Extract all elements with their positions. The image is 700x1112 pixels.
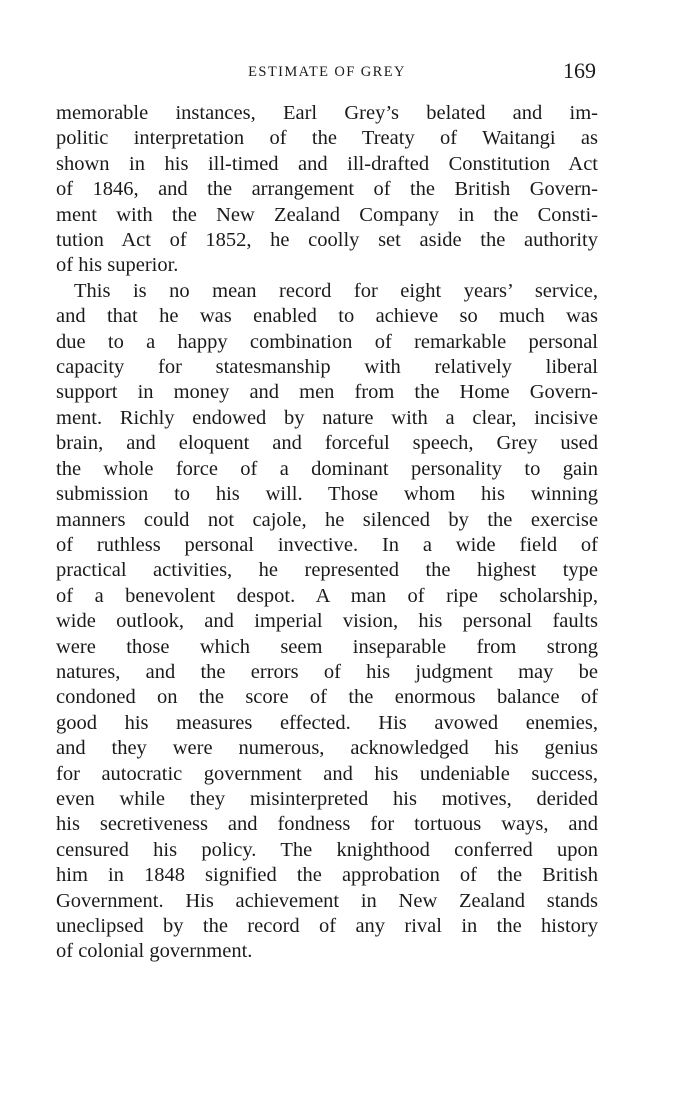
text-line: support in money and men from the Home Govern- bbox=[56, 381, 598, 404]
text-line: memorable instances, Earl Grey’s belated and im- bbox=[56, 102, 598, 124]
text-line: condoned on the score of the enormous balance of bbox=[56, 686, 598, 709]
text-line: politic interpretation of the Treaty of Waitangi as bbox=[56, 127, 598, 150]
text-line: him in 1848 signified the approbation of the British bbox=[56, 864, 598, 887]
paragraph-start-line: This is no mean record for eight years’ service, bbox=[74, 279, 598, 302]
body-text bbox=[56, 101, 598, 965]
text-line: good his measures effected. His avowed enemies, bbox=[56, 711, 598, 734]
running-title: ESTIMATE OF GREY bbox=[248, 64, 406, 80]
text-line: capacity for statesmanship with relatively liberal bbox=[56, 356, 598, 379]
paragraph-end-line: of his superior. bbox=[56, 254, 179, 277]
text-line: even while they misinterpreted his motives, derided bbox=[56, 787, 598, 810]
text-line: of a benevolent despot. A man of ripe scholarship, bbox=[56, 584, 598, 607]
text-line: ment with the New Zealand Company in the Consti- bbox=[56, 203, 598, 226]
text-line: of 1846, and the arrangement of the British Govern- bbox=[56, 178, 598, 201]
text-line: shown in his ill-timed and ill-drafted Constitution Act bbox=[56, 152, 598, 175]
text-line: uneclipsed by the record of any rival in the history bbox=[56, 915, 598, 937]
text-line: wide outlook, and imperial vision, his personal faults bbox=[56, 610, 598, 633]
page-number: 169 bbox=[563, 58, 596, 83]
text-line: were those which seem inseparable from strong bbox=[56, 635, 598, 658]
text-line: and that he was enabled to achieve so much was bbox=[56, 305, 598, 328]
text-line: Government. His achievement in New Zealand stands bbox=[56, 889, 598, 912]
text-line: and they were numerous, acknowledged his genius bbox=[56, 737, 598, 760]
text-line: due to a happy combination of remarkable personal bbox=[56, 330, 598, 353]
text-line: censured his policy. The knighthood conferred upon bbox=[56, 838, 598, 861]
text-line: his secretiveness and fondness for tortuous ways, and bbox=[56, 813, 598, 836]
text-line: practical activities, he represented the highest type bbox=[56, 559, 598, 582]
text-line: of ruthless personal invective. In a wide field of bbox=[56, 533, 598, 556]
text-line: manners could not cajole, he silenced by the exercise bbox=[56, 508, 598, 531]
paragraph-end-line: of colonial government. bbox=[56, 940, 253, 963]
text-line: natures, and the errors of his judgment may be bbox=[56, 660, 598, 683]
running-head bbox=[56, 58, 598, 88]
text-line: ment. Richly endowed by nature with a clear, incisive bbox=[56, 406, 598, 429]
text-line: submission to his will. Those whom his winning bbox=[56, 483, 598, 506]
text-line: tution Act of 1852, he coolly set aside the authority bbox=[56, 229, 598, 252]
text-line: the whole force of a dominant personality to gain bbox=[56, 457, 598, 480]
text-line: brain, and eloquent and forceful speech, Grey used bbox=[56, 432, 598, 455]
text-line: for autocratic government and his undeniable success, bbox=[56, 762, 598, 785]
